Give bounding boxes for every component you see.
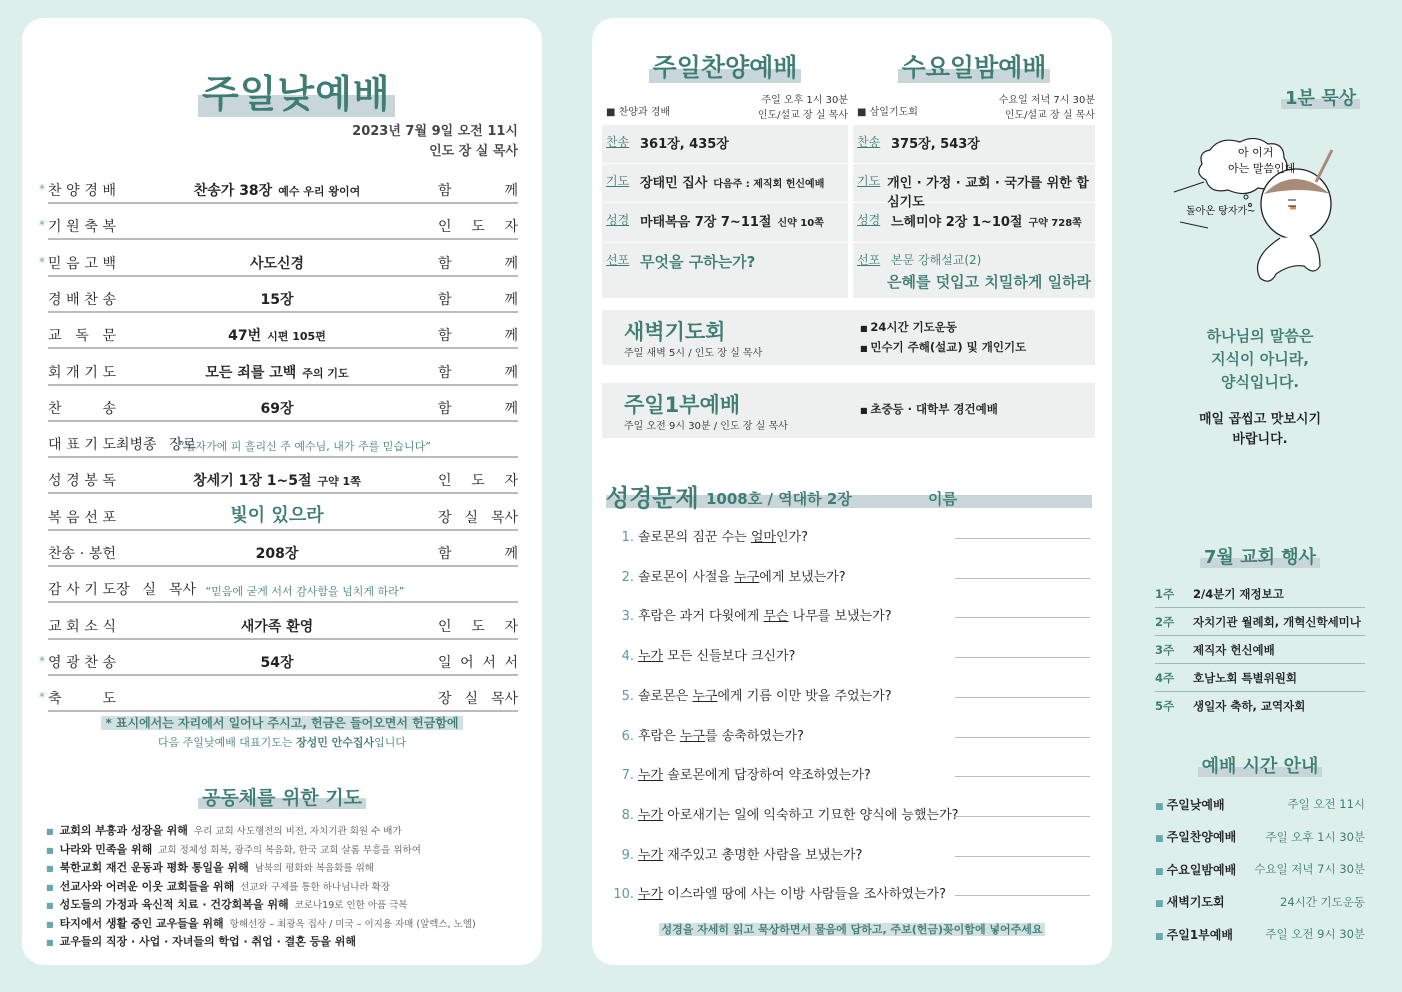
time-row xyxy=(1155,918,1365,951)
time-value: 주일 오후 1시 30분 xyxy=(1265,829,1365,844)
order-person: 일 어 서 서 xyxy=(438,654,518,671)
order-label: 감 사 기 도 xyxy=(48,582,116,599)
detail-key: 성경 xyxy=(857,213,881,227)
order-row xyxy=(48,543,518,567)
order-main: 15장 xyxy=(260,291,294,308)
time-value: 24시간 기도운동 xyxy=(1280,894,1365,909)
event-week: 1주 xyxy=(1155,586,1175,601)
answer-line[interactable] xyxy=(955,856,1090,857)
detail-value xyxy=(891,133,980,152)
quiz-question xyxy=(606,844,1092,863)
order-sub: 주의 기도 xyxy=(302,366,349,380)
detail-main: 본문 강해설교(2) xyxy=(891,253,982,267)
quiz-question xyxy=(606,883,1092,902)
note-pre: 다음 주일낮예배 대표기도는 xyxy=(157,736,296,749)
quiz-question xyxy=(606,685,1092,704)
answer-line[interactable] xyxy=(955,895,1090,896)
prayer-title-text: 공동체를 위한 기도 xyxy=(202,783,362,810)
order-label: 교 회 소 식 xyxy=(48,618,116,635)
wed-title-text: 수요일밤예배 xyxy=(902,48,1047,84)
order-row xyxy=(48,470,518,494)
question-text: 모든 신들보다 크신가? xyxy=(663,649,796,665)
order-person: 장 실 목사 xyxy=(438,509,518,526)
service-times xyxy=(1155,788,1365,951)
order-content xyxy=(116,543,438,563)
meditation-message xyxy=(1140,325,1380,394)
event-week: 3주 xyxy=(1155,642,1175,657)
detail-value xyxy=(891,211,1082,230)
right-column xyxy=(1140,0,1380,992)
date-text: 2023년 7월 9일 오전 11시 xyxy=(352,124,518,139)
events-title-text: 7월 교회 행사 xyxy=(1204,543,1316,569)
question-number: 1. xyxy=(621,530,634,545)
question-keyword: 누가 xyxy=(638,649,664,665)
prayer-topic: 나라와 민족을 위해 xyxy=(59,842,153,856)
order-person: 함 께 xyxy=(438,328,518,345)
order-label: 대 표 기 도 xyxy=(48,437,116,454)
prayer-list xyxy=(46,822,476,952)
order-person: 함 께 xyxy=(438,400,518,417)
order-content xyxy=(62,438,548,454)
time-row xyxy=(1155,853,1365,886)
order-main: 54장 xyxy=(260,654,294,671)
answer-line[interactable] xyxy=(955,617,1090,618)
events-table xyxy=(1155,580,1365,720)
detail-key: 기도 xyxy=(606,174,630,188)
question-text: 를 송축하였는가? xyxy=(704,728,804,744)
detail-row xyxy=(853,125,1095,164)
detail-row xyxy=(602,203,848,243)
question-number: 3. xyxy=(621,609,634,625)
praise-title-text: 주일찬양예배 xyxy=(653,48,798,84)
detail-value xyxy=(640,172,824,191)
first-items xyxy=(860,400,998,420)
detail-sub: 신약 10쪽 xyxy=(777,218,824,229)
order-row xyxy=(39,688,518,712)
question-keyword: 누가 xyxy=(638,807,664,823)
order-label: 축 도 xyxy=(48,691,116,708)
time-row xyxy=(1155,788,1365,821)
answer-line[interactable] xyxy=(955,697,1090,698)
dawn-items xyxy=(860,318,1026,358)
order-content xyxy=(116,652,438,672)
quiz-header xyxy=(606,480,1092,510)
detail-value xyxy=(640,211,824,230)
detail-main: 장태민 집사 xyxy=(640,176,708,191)
detail-row xyxy=(602,125,848,164)
dawn-title: 새벽기도회 xyxy=(624,320,726,344)
question-number: 8. xyxy=(621,807,634,823)
detail-main: 마태복음 7장 7~11절 xyxy=(640,215,772,230)
quiz-question xyxy=(606,725,1092,744)
detail-key: 성경 xyxy=(606,213,630,227)
detail-key: 찬송 xyxy=(857,135,881,149)
side-text: 돌아온 탕자가~ xyxy=(1186,206,1256,217)
required-star-icon: * xyxy=(39,254,45,269)
required-star-icon: * xyxy=(39,653,45,668)
note-name: 장성민 안수집사 xyxy=(295,736,375,749)
time-value: 주일 오전 11시 xyxy=(1287,797,1365,812)
time-row xyxy=(1155,886,1365,919)
msg2-line: 바랍니다. xyxy=(1232,432,1288,447)
wed-title xyxy=(853,48,1095,84)
prayer-item xyxy=(46,878,476,897)
order-main: 208장 xyxy=(255,546,299,562)
prayer-detail: 남북의 평화와 복음화를 위해 xyxy=(254,863,374,874)
dawn-prayer-box xyxy=(602,310,1095,365)
order-row xyxy=(48,579,518,603)
meditation-title-text: 1분 묵상 xyxy=(1285,84,1356,110)
event-name: 생일자 축하, 교역자회 xyxy=(1193,699,1306,713)
order-main: 사도신경 xyxy=(249,255,305,272)
order-person: 인 도 자 xyxy=(438,219,518,236)
detail-main: 361장, 435장 xyxy=(640,137,729,152)
prayer-topic: 선교사와 어려운 이웃 교회들을 위해 xyxy=(59,879,235,893)
order-row xyxy=(39,216,518,240)
detail-row xyxy=(853,164,1095,210)
question-text: 후람은 xyxy=(638,728,680,744)
question-keyword: 무슨 xyxy=(763,609,789,625)
detail-row xyxy=(602,243,848,299)
order-row xyxy=(48,504,518,531)
order-row xyxy=(39,253,518,277)
detail-main: 375장, 543장 xyxy=(891,137,980,152)
order-row xyxy=(48,434,518,458)
msg-line: 지식이 아니라, xyxy=(1211,350,1309,368)
prayer-item xyxy=(46,915,476,934)
prayer-topic: 북한교회 재건 운동과 평화 통일을 위해 xyxy=(59,861,249,874)
wed-leader: 인도/설교 장 실 목사 xyxy=(1004,110,1095,121)
question-text: 솔로몬은 xyxy=(638,688,693,704)
bubble-text-1: 아 이거 xyxy=(1238,146,1274,159)
order-content xyxy=(116,253,438,273)
order-main: 47번 xyxy=(228,328,262,345)
standing-note xyxy=(22,714,542,731)
event-row xyxy=(1155,636,1365,664)
order-row xyxy=(48,362,518,386)
prayer-topic: 교회의 부흥과 성장을 위해 xyxy=(59,824,188,837)
prayer-detail: 항해선장 – 최광옥 집사 / 미국 – 이지용 자매 (알렉스, 노엘) xyxy=(229,918,476,930)
msg2-line: 매일 곱씹고 맛보시기 xyxy=(1198,412,1322,427)
event-name: 자치기관 월례회, 개혁신학세미나 xyxy=(1193,614,1361,629)
question-text: 솔로몬에게 답장하여 약조하였는가? xyxy=(663,768,871,784)
question-text: 솔로몬이 사절을 xyxy=(638,569,735,585)
prayer-detail: 코로나19로 인한 아픔 극복 xyxy=(294,900,408,911)
time-service: ■ 주일찬양예배 xyxy=(1155,828,1236,845)
detail-main: 개인 · 가정 · 교회 · 국가를 위한 합심기도 xyxy=(887,176,1089,210)
order-person: 함 께 xyxy=(438,255,518,272)
order-main: 새가족 환영 xyxy=(240,618,314,635)
detail-key: 찬송 xyxy=(606,135,630,149)
time-service: ■ 수요일밤예배 xyxy=(1155,861,1236,878)
event-week: 4주 xyxy=(1155,670,1175,685)
order-person: 장 실 목사 xyxy=(116,582,196,599)
event-name: 제직자 헌신예배 xyxy=(1193,642,1275,657)
order-label: 복 음 선 포 xyxy=(48,509,116,526)
order-content xyxy=(62,583,548,599)
time-service: ■ 새벽기도회 xyxy=(1155,893,1225,910)
order-label: 찬 송 xyxy=(48,400,116,417)
order-content xyxy=(116,289,438,309)
prayer-item xyxy=(46,841,476,860)
event-name: 2/4분기 재정보고 xyxy=(1193,586,1284,601)
question-text: 에게 기름 이만 밧을 주었는가? xyxy=(717,688,892,704)
order-label: 성 경 봉 독 xyxy=(48,473,116,490)
event-week: 5주 xyxy=(1155,699,1175,713)
question-keyword: 누가 xyxy=(638,847,664,863)
msg-line: 하나님의 말씀은 xyxy=(1206,327,1314,345)
order-main: 모든 죄를 고백 xyxy=(205,364,297,381)
prayer-topic: 교우들의 직장 · 사업 · 자녀들의 학업 · 취업 · 결혼 등을 위해 xyxy=(59,935,357,948)
required-star-icon: * xyxy=(39,690,45,705)
order-person: 함 께 xyxy=(438,364,518,381)
question-text: 솔로몬의 짐꾼 수는 xyxy=(638,530,751,545)
question-keyword: 얼마 xyxy=(750,530,776,545)
note-text: * 표시에서는 자리에서 일어나 주시고, 헌금은 들어오면서 헌금함에 xyxy=(101,716,462,730)
dawn-item: ■ 24시간 기도운동 xyxy=(860,318,1026,338)
question-text: 에게 보냈는가? xyxy=(759,569,846,585)
order-label: 교 독 문 xyxy=(48,328,116,345)
order-main: 창세기 1장 1~5절 xyxy=(193,473,312,490)
required-star-icon: * xyxy=(39,182,45,196)
order-person: 인 도 자 xyxy=(438,618,518,635)
question-text: 나무를 보냈는가? xyxy=(788,609,892,625)
praise-details xyxy=(602,125,848,299)
quiz-footer-text: 성경을 자세히 읽고 묵상하면서 물음에 답하고, 주보(헌금)꽂이함에 넣어주세요 xyxy=(661,923,1043,936)
question-number: 5. xyxy=(621,688,634,704)
order-label: 경 배 찬 송 xyxy=(48,291,116,308)
question-keyword: 누구 xyxy=(692,688,718,704)
first-title: 주일1부예배 xyxy=(624,393,741,417)
order-label: 영 광 찬 송 xyxy=(48,654,116,671)
question-number: 7. xyxy=(621,768,634,784)
time-value: 수요일 저녁 7시 30분 xyxy=(1254,862,1365,877)
praise-kind: ■ 찬양과 경배 xyxy=(606,107,671,118)
order-sub: 시편 105편 xyxy=(267,330,326,344)
order-label: 기 원 축 복 xyxy=(48,219,116,236)
page-title: 주일낮예배 xyxy=(202,63,391,118)
prayer-topic: 성도들의 가정과 육신적 치료 · 건강회복을 위해 xyxy=(59,898,289,911)
order-main: “믿음에 굳게 서서 감사함을 넘치게 하라” xyxy=(205,585,405,599)
quiz-footer xyxy=(592,921,1112,937)
quiz-name-label: 이름 xyxy=(928,490,957,508)
quiz-question xyxy=(606,566,1092,585)
order-content xyxy=(116,398,438,418)
detail-main: 무엇을 구하는가? xyxy=(640,253,756,271)
order-sub: 구약 1쪽 xyxy=(317,475,361,489)
order-row xyxy=(39,652,518,676)
question-text: 아로새기는 일에 익숙하고 기묘한 양식에 능했는가? xyxy=(663,807,959,823)
detail-sub: 구약 728쪽 xyxy=(1028,218,1082,229)
sermon-title: 은혜를 덧입고 치밀하게 일하라 xyxy=(887,273,1092,291)
order-person: 인 도 자 xyxy=(438,473,518,490)
order-row xyxy=(39,180,518,204)
wed-details xyxy=(853,125,1095,299)
quiz-question xyxy=(606,605,1092,624)
order-person: 최병종 장로 xyxy=(116,437,196,454)
question-keyword: 누구 xyxy=(679,728,705,744)
order-main: 빛이 있으라 xyxy=(230,504,324,526)
detail-value xyxy=(887,172,1095,210)
order-main: 찬송가 38장 xyxy=(193,183,273,199)
times-title xyxy=(1140,752,1380,778)
first-service-box xyxy=(602,383,1095,438)
question-number: 9. xyxy=(621,847,634,863)
dawn-sub: 주일 새벽 5시 / 인도 장 실 목사 xyxy=(624,348,763,359)
prayer-detail: 우리 교회 사도행전의 비전, 자치기관 회원 수 배가 xyxy=(193,826,402,837)
meditation-message-2 xyxy=(1140,410,1380,450)
question-text: 이스라엘 땅에 사는 이방 사람들을 조사하였는가? xyxy=(663,887,946,903)
detail-key: 기도 xyxy=(857,174,881,188)
order-content xyxy=(116,616,438,636)
event-name: 호남노회 특별위원회 xyxy=(1193,670,1297,685)
order-row xyxy=(48,616,518,640)
first-item: ■ 초중등 · 대학부 경건예배 xyxy=(860,400,998,420)
sunday-service-panel xyxy=(22,18,542,965)
order-person: 함 께 xyxy=(438,183,518,199)
time-service: ■ 주일낮예배 xyxy=(1155,796,1225,813)
quiz-title: 성경문제 xyxy=(606,484,699,512)
order-label: 찬 양 경 배 xyxy=(48,183,116,199)
quiz-question xyxy=(606,645,1092,664)
events-title xyxy=(1140,543,1380,569)
answer-line[interactable] xyxy=(955,578,1090,579)
praise-leader: 인도/설교 장 실 목사 xyxy=(757,110,848,121)
question-number: 10. xyxy=(613,887,634,903)
event-week: 2주 xyxy=(1155,614,1175,629)
question-keyword: 누가 xyxy=(638,887,664,903)
question-keyword: 누구 xyxy=(734,569,760,585)
answer-line[interactable] xyxy=(955,737,1090,738)
time-service: ■ 주일1부예배 xyxy=(1155,926,1233,943)
prayer-detail: 선교와 구제를 통한 하나님나라 확장 xyxy=(240,881,391,893)
order-main: “십자가에 피 흘리신 주 예수님, 내가 주를 믿습니다” xyxy=(179,440,431,454)
order-main: 69장 xyxy=(260,400,294,417)
bubble-text-2: 아는 말씀인데 xyxy=(1228,162,1296,175)
prayer-topic: 타지에서 생활 중인 교우들을 위해 xyxy=(59,916,224,930)
weekly-services-panel xyxy=(592,18,1112,965)
detail-key: 선포 xyxy=(857,253,881,267)
answer-line[interactable] xyxy=(955,538,1090,539)
order-content xyxy=(116,362,438,382)
order-content xyxy=(116,180,438,200)
event-row xyxy=(1155,608,1365,636)
question-keyword: 누가 xyxy=(638,768,664,784)
wed-kind: ■ 삼일기도회 xyxy=(857,107,918,118)
order-row xyxy=(48,325,518,349)
praise-time: 주일 오후 1시 30분 xyxy=(761,95,848,106)
detail-row xyxy=(853,243,1095,299)
question-number: 2. xyxy=(621,569,634,585)
event-row xyxy=(1155,664,1365,692)
order-content xyxy=(116,470,438,490)
detail-value xyxy=(887,251,1092,292)
order-content xyxy=(116,325,438,345)
order-person: 함 께 xyxy=(438,291,518,308)
detail-row xyxy=(602,164,848,203)
quiz-question xyxy=(606,804,1092,823)
meditation-title xyxy=(1285,84,1356,110)
question-text: 후람은 과거 다윗에게 xyxy=(638,609,764,625)
order-sub: 예수 우리 왕이여 xyxy=(278,185,361,198)
leader-text: 인도 장 실 목사 xyxy=(429,144,518,159)
question-number: 6. xyxy=(621,728,634,744)
order-label: 회 개 기 도 xyxy=(48,364,116,381)
prayer-item xyxy=(46,896,476,915)
wed-time: 수요일 저녁 7시 30분 xyxy=(998,95,1095,106)
order-label: 믿 음 고 백 xyxy=(48,255,116,272)
question-text: 재주있고 총명한 사람을 보냈는가? xyxy=(663,847,863,863)
order-label: 찬송 · 봉헌 xyxy=(48,546,116,562)
note-post: 입니다 xyxy=(374,736,407,749)
order-row xyxy=(48,398,518,422)
detail-key: 선포 xyxy=(606,253,630,267)
prayer-title xyxy=(22,783,542,810)
next-week-note xyxy=(22,734,542,750)
prayer-detail: 교회 정체성 회복, 광주의 복음화, 한국 교회 살롬 부흥을 위하여 xyxy=(158,844,421,856)
question-text: 인가? xyxy=(776,530,809,545)
required-star-icon: * xyxy=(39,218,45,233)
quiz-question xyxy=(606,526,1092,545)
detail-value xyxy=(640,133,729,152)
detail-value xyxy=(640,251,755,272)
prayer-item xyxy=(46,859,476,878)
prayer-item xyxy=(46,933,476,952)
first-sub: 주일 오전 9시 30분 / 인도 장 실 목사 xyxy=(624,421,788,432)
order-person: 함 께 xyxy=(438,546,518,562)
order-row xyxy=(48,289,518,313)
event-row xyxy=(1155,580,1365,608)
time-row xyxy=(1155,821,1365,854)
question-number: 4. xyxy=(621,649,634,665)
praise-title xyxy=(602,48,848,84)
service-date xyxy=(352,122,518,162)
detail-main: 느헤미야 2장 1~10절 xyxy=(891,215,1023,230)
answer-line[interactable] xyxy=(955,657,1090,658)
dawn-item: ■ 민수기 주해(설교) 및 개인기도 xyxy=(860,338,1026,358)
quiz-sub: 1008호 / 역대하 2장 xyxy=(706,490,852,508)
event-row xyxy=(1155,692,1365,720)
order-content xyxy=(116,501,438,527)
time-value: 주일 오전 9시 30분 xyxy=(1265,927,1365,942)
answer-line[interactable] xyxy=(955,776,1090,777)
answer-line[interactable] xyxy=(955,816,1090,817)
order-person: 장 실 목사 xyxy=(438,691,518,708)
msg-line: 양식입니다. xyxy=(1220,373,1300,391)
times-title-text: 예배 시간 안내 xyxy=(1202,752,1319,778)
quiz-question xyxy=(606,764,1092,783)
prayer-item xyxy=(46,822,476,841)
detail-sub: 다음주 : 제직회 헌신예배 xyxy=(713,179,825,190)
character-illustration-icon xyxy=(1170,130,1360,300)
